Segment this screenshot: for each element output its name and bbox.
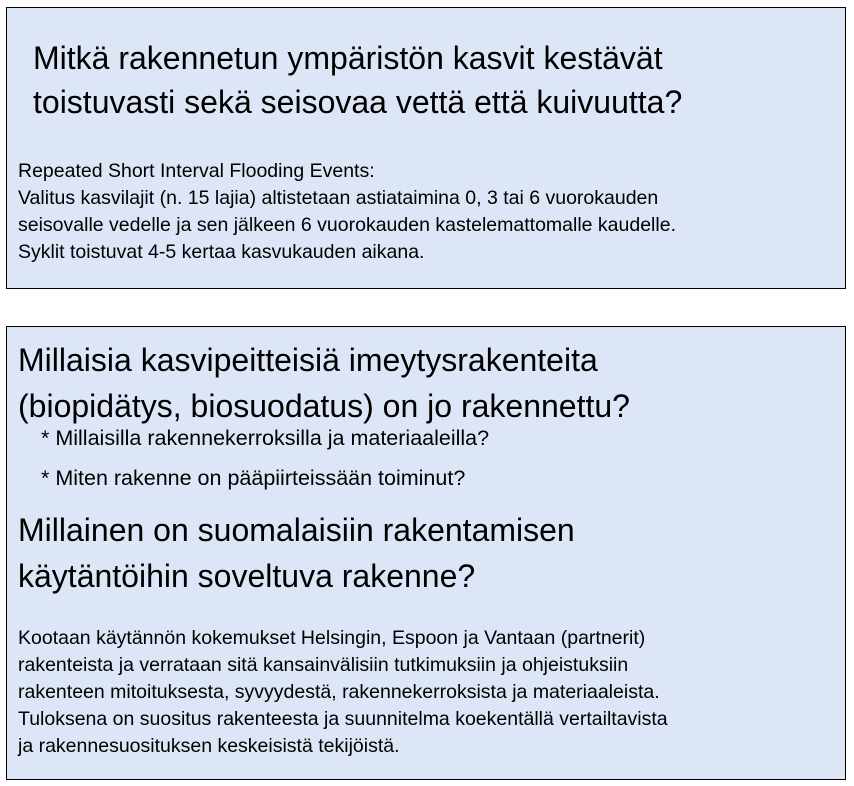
heading-line: käytäntöihin soveltuva rakenne? bbox=[18, 558, 476, 594]
sub-question-item: * Millaisilla rakennekerroksilla ja materiaaleilla? bbox=[41, 426, 490, 450]
description-line: Repeated Short Interval Flooding Events: bbox=[18, 160, 375, 182]
infiltration-question-box bbox=[6, 326, 846, 780]
heading-line: Millainen on suomalaisiin rakentamisen bbox=[18, 512, 575, 548]
heading-line: Mitkä rakennetun ympäristön kasvit kestävät bbox=[33, 40, 663, 76]
built-structures-question-heading bbox=[18, 337, 838, 429]
sub-question-item: * Miten rakenne on pääpiirteissään toiminut? bbox=[41, 466, 466, 490]
heading-line: (biopidätys, biosuodatus) on jo rakennettu? bbox=[18, 388, 630, 424]
flooding-description bbox=[18, 158, 843, 266]
infiltration-description bbox=[18, 625, 838, 760]
description-line: Valitus kasvilajit (n. 15 lajia) altistetaan astiataimina 0, 3 tai 6 vuorokauden bbox=[18, 187, 659, 209]
description-line: Kootaan käytännön kokemukset Helsingin, Espoon ja Vantaan (partnerit) bbox=[18, 627, 646, 649]
description-line: ja rakennesuosituksen keskeisistä tekijöistä. bbox=[18, 735, 400, 757]
flooding-question-heading bbox=[33, 36, 833, 124]
heading-line: Millaisia kasvipeitteisiä imeytysrakenteita bbox=[18, 342, 598, 378]
description-line: seisovalle vedelle ja sen jälkeen 6 vuorokauden kastelemattomalle kaudelle. bbox=[18, 214, 676, 236]
description-line: rakenteista ja verrataan sitä kansainvälisiin tutkimuksiin ja ohjeistuksiin bbox=[18, 654, 629, 676]
suitable-structure-question-heading bbox=[18, 507, 838, 599]
description-line: Tuloksena on suositus rakenteesta ja suunnitelma koekentällä vertailtavista bbox=[18, 708, 668, 730]
description-line: rakenteen mitoituksesta, syvyydestä, rakennekerroksista ja materiaaleista. bbox=[18, 681, 660, 703]
flooding-question-box bbox=[6, 7, 846, 289]
heading-line: toistuvasti sekä seisovaa vettä että kuivuutta? bbox=[33, 84, 683, 120]
description-line: Syklit toistuvat 4-5 kertaa kasvukauden aikana. bbox=[18, 241, 425, 263]
